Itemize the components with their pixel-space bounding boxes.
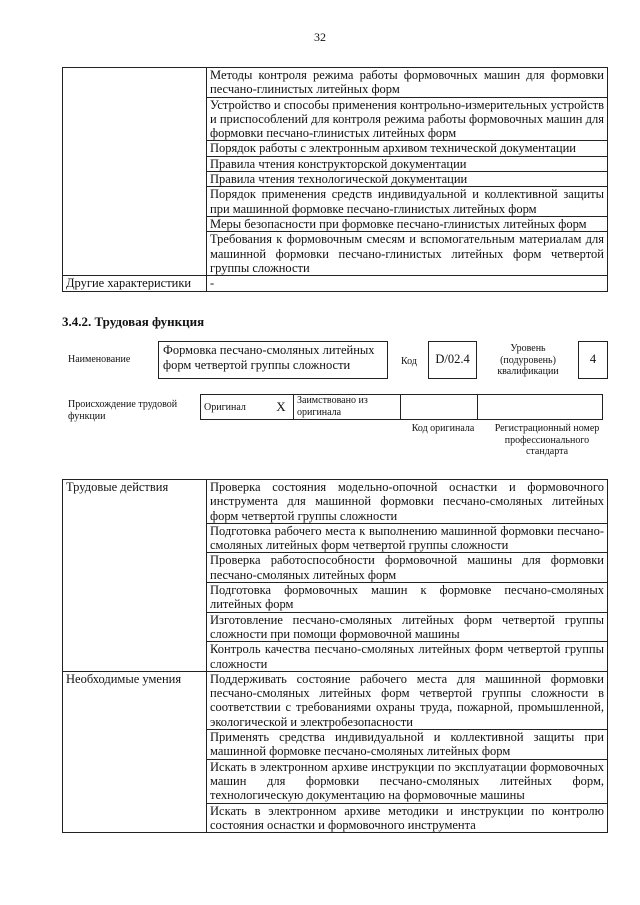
level-value: 4 bbox=[589, 352, 597, 366]
knowledge-row: Порядок применения средств индивидуальной и коллективной защиты при машинной формовке песчано-глинистых литейных форм bbox=[207, 187, 608, 217]
action-row: Подготовка рабочего места к выполнению машинной формовки песчано-смоляных литейных форм четвертой группы сложности bbox=[207, 523, 608, 553]
function-table bbox=[62, 479, 608, 833]
code-caption: Код оригинала bbox=[411, 423, 475, 434]
skill-row: Поддерживать состояние рабочего места для машинной формовки песчано-смоляных литейных форм четвертой группы сложности в соответствии с требованиями охраны труда, пожарной, промышленной, экологической и электробезопасности bbox=[207, 671, 608, 729]
knowledge-row: Правила чтения конструкторской документации bbox=[207, 156, 608, 171]
original-label: Оригинал bbox=[201, 395, 270, 420]
code-box bbox=[428, 341, 477, 379]
section-title: 3.4.2. Трудовая функция bbox=[62, 314, 205, 329]
knowledge-table bbox=[62, 67, 608, 292]
reg-caption: Регистрационный номер профессионального стандарта bbox=[494, 423, 600, 457]
level-label: Уровень (подуровень) квалификации bbox=[497, 343, 559, 377]
knowledge-row: Требования к формовочным смесям и вспомогательным материалам для машинной формовки песчано-глинистых литейных форм четвертой группы сложности bbox=[207, 232, 608, 276]
origin-label: Происхождение трудовой функции bbox=[68, 399, 178, 422]
skill-row: Искать в электронном архиве методики и инструкции по контролю состояния оснастки и формовочного инструмента bbox=[207, 803, 608, 833]
page-number: 32 bbox=[314, 30, 326, 44]
other-characteristics-label: Другие характеристики bbox=[63, 276, 207, 292]
knowledge-row: Правила чтения технологической документации bbox=[207, 172, 608, 187]
original-code-cell bbox=[401, 395, 478, 420]
knowledge-row: Меры безопасности при формовке песчано-глинистых литейных форм bbox=[207, 216, 608, 231]
action-row: Проверка состояния модельно-опочной оснастки и формовочного инструмента для машинной формовки песчано-смоляных литейных форм четвертой группы сложности bbox=[207, 480, 608, 524]
actions-label: Трудовые действия bbox=[63, 480, 207, 672]
code-label: Код bbox=[401, 356, 417, 367]
reg-number-cell bbox=[478, 395, 603, 420]
other-characteristics-value: - bbox=[207, 276, 608, 292]
name-value: Формовка песчано-смоляных литейных форм четвертой группы сложности bbox=[163, 343, 375, 372]
borrowed-label: Заимствовано из оригинала bbox=[294, 395, 401, 420]
origin-table bbox=[200, 394, 603, 420]
action-row: Изготовление песчано-смоляных литейных форм четвертой группы сложности при помощи формовочной машины bbox=[207, 612, 608, 642]
skill-row: Искать в электронном архиве инструкции по эксплуатации формовочных машин для формовки песчано-смоляных литейных форм, технологическую документацию на формовочные машины bbox=[207, 759, 608, 803]
skill-row: Применять средства индивидуальной и коллективной защиты при машинной формовке песчано-смоляных литейных форм bbox=[207, 730, 608, 760]
level-box bbox=[578, 341, 608, 379]
knowledge-row: Методы контроля режима работы формовочных машин для формовки песчано-глинистых литейных форм bbox=[207, 68, 608, 98]
action-row: Контроль качества песчано-смоляных литейных форм четвертой группы сложности bbox=[207, 642, 608, 672]
knowledge-row: Устройство и способы применения контрольно-измерительных устройств и приспособлений для контроля режима работы формовочных машин для формовки песчано-глинистых литейных форм bbox=[207, 97, 608, 141]
name-label: Наименование bbox=[68, 354, 131, 365]
skills-label: Необходимые умения bbox=[63, 671, 207, 832]
code-value: D/02.4 bbox=[435, 352, 470, 366]
action-row: Проверка работоспособности формовочной машины для формовки песчано-смоляных литейных форм bbox=[207, 553, 608, 583]
knowledge-row: Порядок работы с электронным архивом технической документации bbox=[207, 141, 608, 156]
name-box bbox=[158, 341, 388, 379]
action-row: Подготовка формовочных машин к формовке песчано-смоляных литейных форм bbox=[207, 583, 608, 613]
empty-label-cell bbox=[63, 68, 207, 276]
original-mark: X bbox=[269, 395, 294, 420]
